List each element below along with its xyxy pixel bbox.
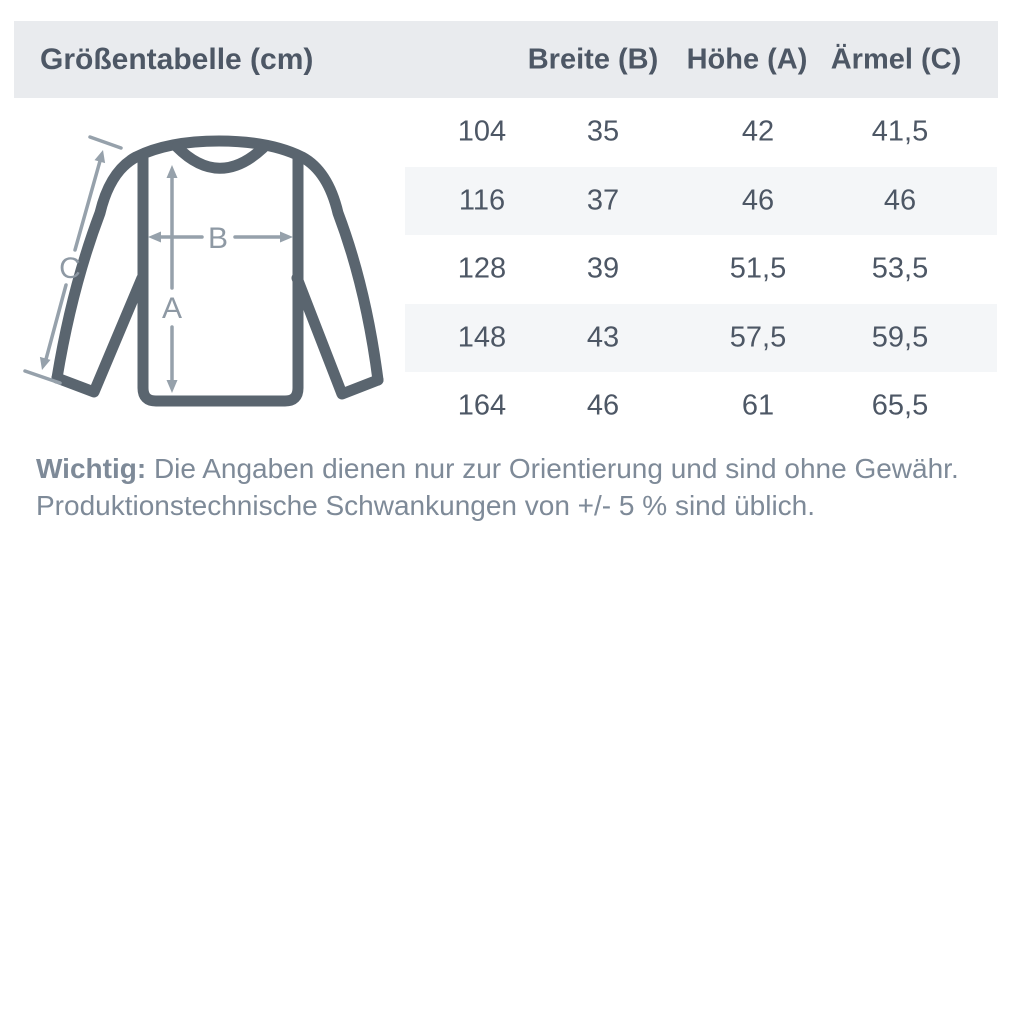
page-title: Größentabelle (cm): [40, 42, 314, 76]
aermel-value: 59,5: [871, 321, 929, 354]
size-value: 104: [457, 115, 507, 148]
hoehe-value: 46: [741, 184, 775, 217]
disclaimer-text: Die Angaben dienen nur zur Orientierung und sind ohne Gewähr.: [146, 453, 959, 484]
breite-value: 39: [586, 252, 620, 285]
column-header-aermel: Ärmel (C): [830, 43, 962, 75]
sweater-measurement-diagram: [20, 125, 400, 425]
hoehe-value: 61: [741, 389, 775, 422]
size-table: [405, 98, 997, 441]
table-row: [405, 372, 997, 441]
sweater-outline-icon: [57, 141, 378, 401]
label-c: C: [59, 252, 81, 285]
table-row: [405, 167, 997, 236]
label-b: B: [207, 222, 229, 255]
disclaimer-bold-prefix: Wichtig:: [36, 453, 147, 484]
hoehe-value: 57,5: [729, 321, 787, 354]
size-value: 148: [457, 321, 507, 354]
breite-value: 43: [586, 321, 620, 354]
label-a: A: [161, 292, 183, 325]
hoehe-value: 42: [741, 115, 775, 148]
disclaimer-note: [36, 450, 996, 524]
breite-value: 37: [586, 184, 620, 217]
table-row: [405, 98, 997, 167]
size-value: 116: [458, 184, 506, 217]
arrow-c-tick-top: [90, 137, 121, 148]
disclaimer-line-1: [36, 450, 996, 487]
table-header-bar: [14, 21, 998, 98]
aermel-value: 65,5: [871, 389, 929, 422]
aermel-value: 41,5: [871, 115, 929, 148]
breite-value: 35: [586, 115, 620, 148]
size-value: 128: [457, 252, 507, 285]
aermel-value: 53,5: [871, 252, 929, 285]
column-header-hoehe: Höhe (A): [686, 43, 808, 75]
size-value: 164: [457, 389, 507, 422]
hoehe-value: 51,5: [729, 252, 787, 285]
disclaimer-line-2: Produktionstechnische Schwankungen von +/- 5 % sind üblich.: [36, 490, 816, 521]
table-row: [405, 235, 997, 304]
table-row: [405, 304, 997, 373]
aermel-value: 46: [883, 184, 917, 217]
column-header-breite: Breite (B): [527, 43, 659, 75]
breite-value: 46: [586, 389, 620, 422]
